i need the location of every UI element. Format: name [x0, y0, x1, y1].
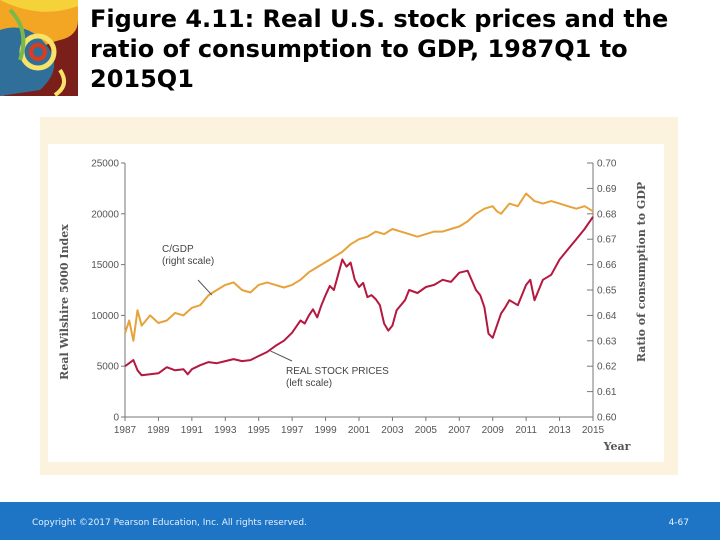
page-number: 4-67 — [668, 518, 689, 528]
x-tick-label: 2013 — [548, 425, 571, 436]
plot-background — [48, 144, 664, 462]
y-left-tick-label: 20000 — [91, 209, 119, 221]
y-right-tick-label: 0.61 — [597, 387, 617, 399]
x-tick-label: 1991 — [180, 425, 203, 436]
y-left-tick-label: 15000 — [91, 260, 119, 272]
series-label-stock-scale: (left scale) — [286, 378, 333, 389]
y-left-tick-label: 5000 — [96, 361, 119, 373]
y-right-tick-label: 0.64 — [597, 310, 617, 322]
y-right-tick-label: 0.68 — [597, 209, 617, 221]
x-tick-label: 1987 — [113, 425, 137, 436]
x-tick-label: 1997 — [281, 425, 304, 436]
y-right-tick-label: 0.69 — [597, 183, 617, 195]
x-tick-label: 2015 — [581, 425, 605, 436]
x-tick-label: 1999 — [314, 425, 337, 436]
footer-bar — [0, 502, 720, 540]
y-right-tick-label: 0.70 — [597, 158, 617, 170]
x-tick-label: 2001 — [347, 425, 371, 436]
series-label-c-gdp-scale: (right scale) — [162, 256, 215, 267]
x-axis-title: Year — [603, 440, 631, 453]
x-tick-label: 2011 — [515, 425, 537, 436]
x-tick-label: 1993 — [214, 425, 237, 436]
x-tick-label: 2003 — [381, 425, 404, 436]
y-right-tick-label: 0.66 — [597, 260, 617, 272]
y-right-tick-label: 0.65 — [597, 285, 617, 297]
y-left-tick-label: 25000 — [91, 158, 119, 170]
series-label-c-gdp-name: C/GDP — [162, 244, 194, 255]
y-right-tick-label: 0.67 — [597, 234, 617, 246]
y-right-tick-label: 0.62 — [597, 361, 617, 373]
x-tick-label: 2005 — [414, 425, 437, 436]
series-label-stock-name: REAL STOCK PRICES — [286, 366, 389, 377]
slide-title: Figure 4.11: Real U.S. stock prices and the ratio of consumption to GDP, 1987Q1 to 2015Q1 — [90, 5, 669, 93]
y-right-axis-title: Ratio of consumption to GDP — [635, 181, 648, 363]
y-left-axis-title: Real Wilshire 5000 Index — [58, 224, 71, 380]
x-tick-label: 2009 — [481, 425, 504, 436]
x-tick-label: 1989 — [147, 425, 170, 436]
chart — [40, 117, 678, 475]
y-right-tick-label: 0.63 — [597, 336, 617, 348]
x-tick-label: 2007 — [448, 425, 471, 436]
copyright-text: Copyright ©2017 Pearson Education, Inc. All rights reserved. — [32, 518, 307, 528]
decorative-swirl-logo — [0, 0, 78, 96]
chart-panel — [40, 117, 678, 475]
y-left-tick-label: 10000 — [91, 310, 119, 322]
x-tick-label: 1995 — [247, 425, 270, 436]
y-left-tick-label: 0 — [113, 412, 119, 424]
y-right-tick-label: 0.60 — [597, 412, 617, 424]
